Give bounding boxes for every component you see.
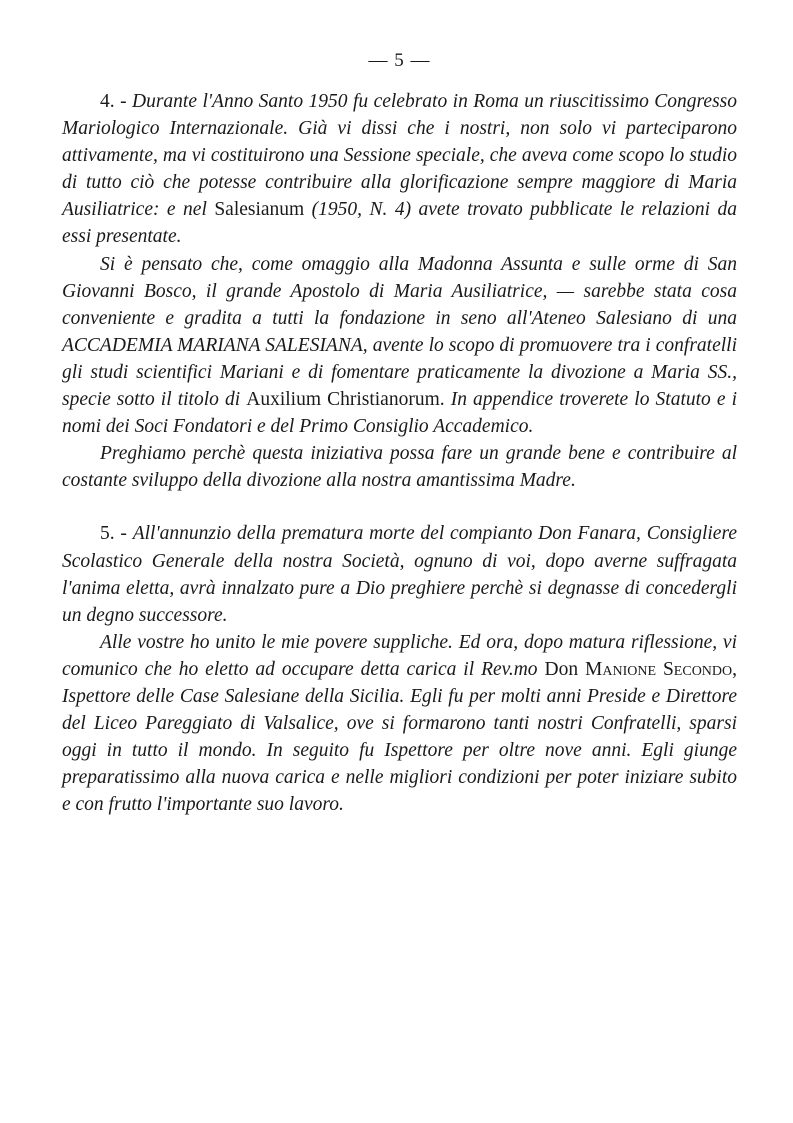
- paragraph-text: Ispettore delle Case Salesiane della Sicilia. Egli fu per molti anni Preside e Direttore del Liceo Pareggiato di Valsalice, ove si formarono tanti nostri Confratelli, sparsi oggi in tutto il mondo. In seguito fu Ispettore per oltre nove anni. Egli giunge preparatissimo alla nuova carica e nelle migliori condizioni per poter iniziare subito e con frutto l'importante suo lavoro.: [62, 685, 737, 816]
- section-number: 5. -: [100, 523, 133, 545]
- latin-title: Auxilium Christianorum.: [246, 389, 445, 411]
- paragraph: [62, 88, 737, 251]
- paragraph-text: Alle vostre ho unito le mie povere suppliche. Ed ora, dopo matura riflessione, vi comunico che ho eletto ad occupare detta carica il Rev.mo: [62, 631, 737, 680]
- section-number: 4. -: [100, 91, 133, 112]
- paragraph-text: Si è pensato che, come omaggio alla Madonna Assunta e sulle orme di San Giovanni Bosco, il grande Apostolo di Maria Ausiliatrice, — sarebbe stata cosa conveniente e gradita a tutti la fondazione in seno all'Ateneo Salesiano di una ACCADEMIA MARIANA SALESIANA, avente lo scopo di promuovere tra i confratelli gli studi scientifici Mariani e di fomentare praticamente la divozione a Maria SS., specie sotto il titolo di: [62, 253, 737, 411]
- page-number: — 5 —: [368, 50, 431, 71]
- paragraph-text: All'annunzio della prematura morte del compianto Don Fanara, Consigliere Scolastico Generale della nostra Società, ognuno di voi, dopo averne suffragata l'anima eletta, avrà innalzato pure a Dio preghiere perchè si degnasse di concedergli un degno successore.: [62, 523, 737, 626]
- section-4: [62, 88, 737, 494]
- paragraph-text: In appendice troverete lo Statuto e i nomi dei Soci Fondatori e del Primo Consiglio Accademico.: [62, 389, 738, 438]
- paragraph: [62, 629, 737, 819]
- journal-title: Salesianum: [214, 199, 305, 221]
- person-name: Manione Secondo,: [585, 658, 738, 680]
- paragraph-text: (1950, N. 4) avete trovato pubblicate le relazioni da essi presentate.: [62, 199, 737, 248]
- paragraph: [62, 520, 737, 628]
- paragraph: [62, 440, 737, 494]
- section-5: [62, 520, 737, 818]
- paragraph-text: Preghiamo perchè questa iniziativa possa fare un grande bene e contribuire al costante sviluppo della divozione alla nostra amantissima Madre.: [62, 443, 737, 492]
- paragraph: [62, 251, 737, 441]
- paragraph-text: Durante l'Anno Santo 1950 fu celebrato in Roma un riuscitissimo Congresso Mariologico Internazionale. Già vi dissi che i nostri, non solo vi parteciparono attivamente, ma vi costituirono una Sessione speciale, che aveva come scopo lo studio di tutto ciò che potesse contribuire alla glorificazione sempre maggiore di Maria Ausiliatrice: e nel: [62, 91, 737, 221]
- title-word: Don: [544, 658, 579, 680]
